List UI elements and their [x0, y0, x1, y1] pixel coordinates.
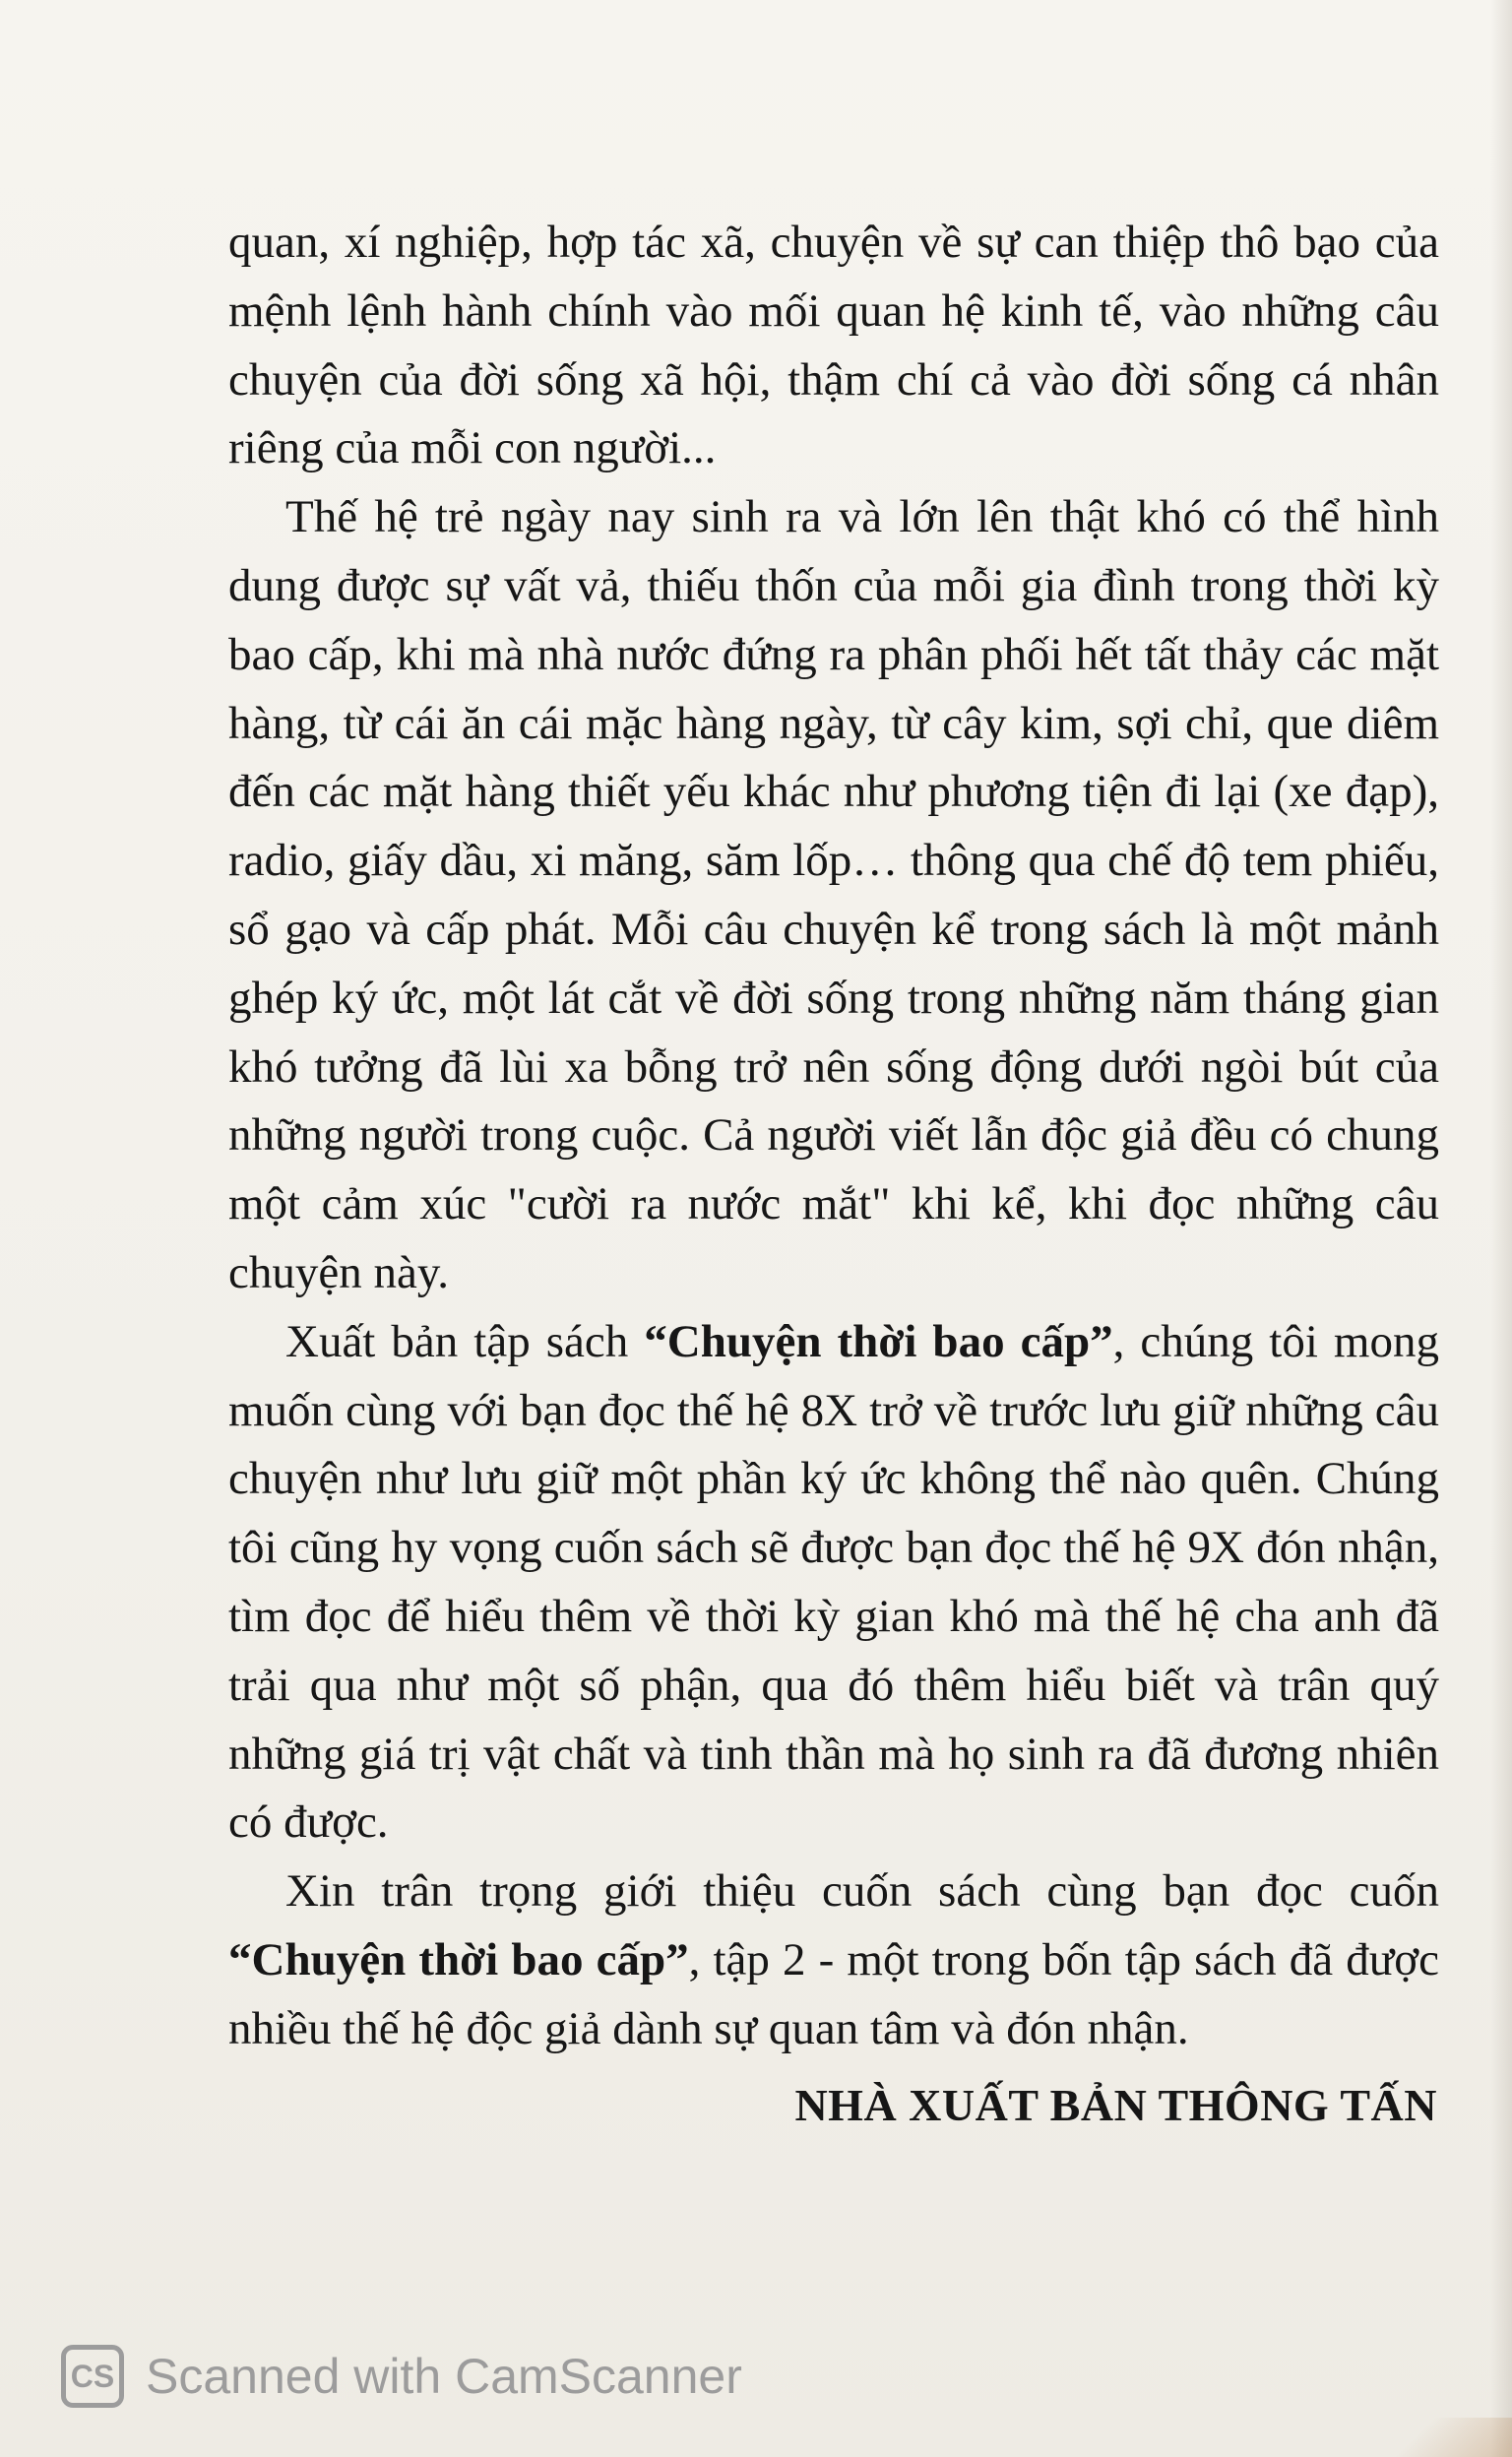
paragraph-2-text: Thế hệ trẻ ngày nay sinh ra và lớn lên thật khó có thể hình dung được sự vất vả, thiếu thốn của mỗi gia đình trong thời kỳ bao cấp, khi mà nhà nước đứng ra phân phối hết tất thảy các mặt hàng, từ cái ăn cái mặc hàng ngày, từ cây kim, sợi chỉ, que diêm đến các mặt hàng thiết yếu khác như phương tiện đi lại (xe đạp), radio, giấy dầu, xi măng, săm lốp… thông qua chế độ tem phiếu, sổ gạo và cấp phát. Mỗi câu chuyện kể trong sách là một mảnh ghép ký ức, một lát cắt về đời sống trong những năm tháng gian khó tưởng đã lùi xa bỗng trở nên sống động dưới ngòi bút của những người trong cuộc. Cả người viết lẫn độc giả đều có chung một cảm xúc "cười ra nước mắt" khi kể, khi đọc những câu chuyện này.	[228, 491, 1439, 1298]
paragraph-1-text: quan, xí nghiệp, hợp tác xã, chuyện về sự can thiệp thô bạo của mệnh lệnh hành chính vào mối quan hệ kinh tế, vào những câu chuyện của đời sống xã hội, thậm chí cả vào đời sống cá nhân riêng của mỗi con người...	[228, 217, 1439, 474]
camscanner-logo-text: CS	[70, 2358, 115, 2394]
paragraph-4-after: , tập 2 - một trong bốn tập sách đã được nhiều thế hệ độc giả dành sự quan tâm và đón nhận.	[228, 1933, 1439, 2054]
book-title-bold: “Chuyện thời bao cấp”	[228, 1933, 689, 1985]
paragraph-3-before: Xuất bản tập sách	[285, 1315, 645, 1367]
corner-stain	[1354, 2418, 1512, 2457]
body-text	[228, 209, 1439, 2064]
camscanner-logo-icon	[61, 2345, 124, 2408]
paragraph-3-after: , chúng tôi mong muốn cùng với bạn đọc thế hệ 8X trở về trước lưu giữ những câu chuyện như lưu giữ một phần ký ức không thể nào quên. Chúng tôi cũng hy vọng cuốn sách sẽ được bạn đọc thế hệ 9X đón nhận, tìm đọc để hiểu thêm về thời kỳ gian khó mà thế hệ cha anh đã trải qua như một số phận, qua đó thêm hiểu biết và trân quý những giá trị vật chất và tinh thần mà họ sinh ra đã đương nhiên có được.	[228, 1315, 1439, 1849]
paragraph-4-before: Xin trân trọng giới thiệu cuốn sách cùng bạn đọc cuốn	[285, 1865, 1439, 1918]
camscanner-watermark	[61, 2337, 742, 2416]
page-edge-shadow	[1490, 0, 1512, 2457]
paragraph-3	[228, 1308, 1439, 1858]
paragraph-2	[228, 483, 1439, 1308]
paragraph-1	[228, 209, 1439, 483]
book-title-bold: “Chuyện thời bao cấp”	[644, 1315, 1113, 1367]
watermark-text: Scanned with CamScanner	[146, 2349, 742, 2404]
paragraph-4	[228, 1858, 1439, 2063]
publisher-signature: NHÀ XUẤT BẢN THÔNG TẤN	[794, 2080, 1437, 2130]
